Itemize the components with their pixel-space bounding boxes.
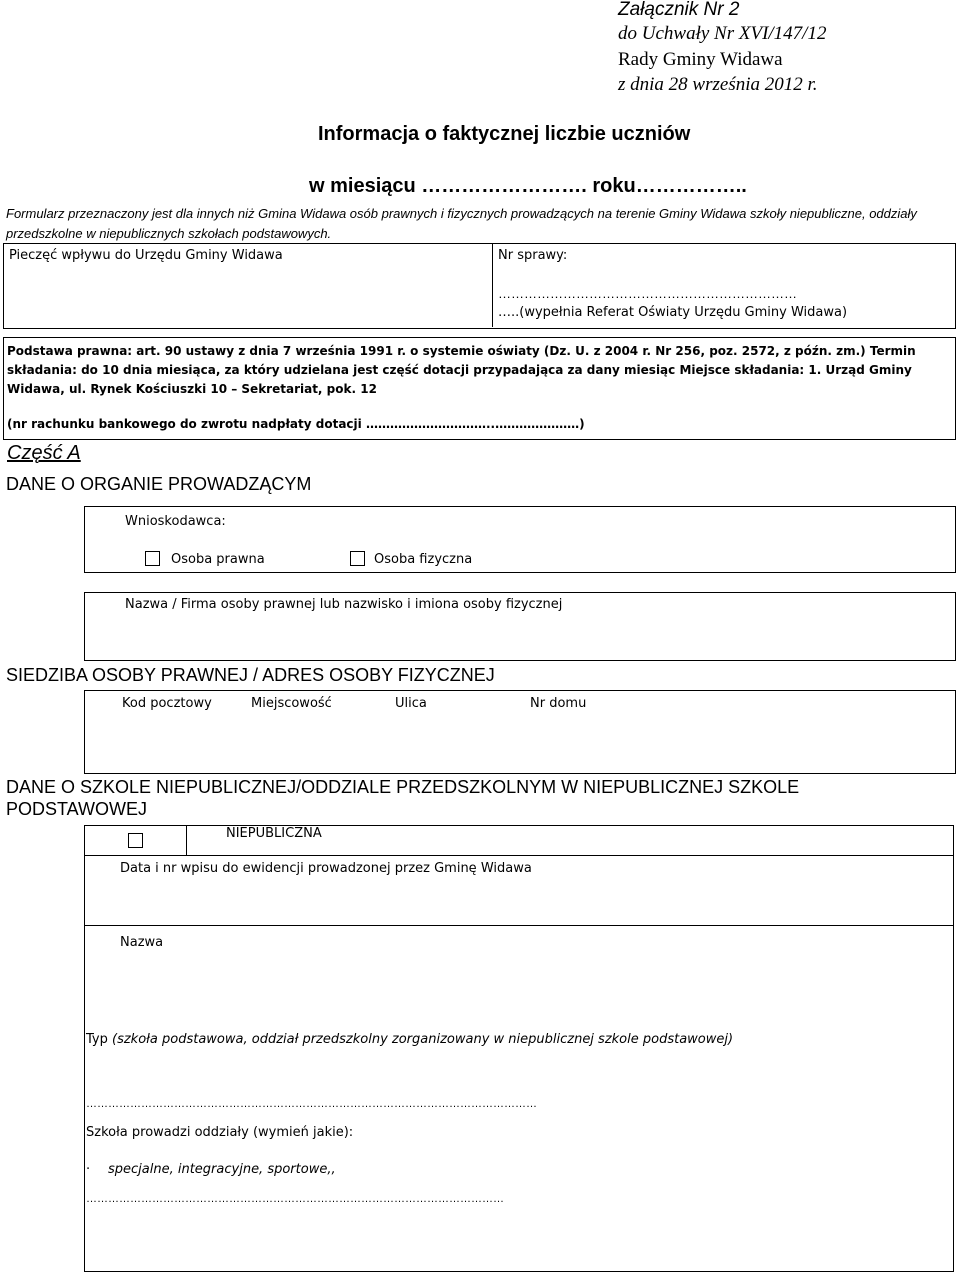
attachment-number: Załącznik Nr 2: [618, 0, 740, 20]
bullet-mark: ·: [86, 1162, 91, 1177]
name-label: Nazwa / Firma osoby prawnej lub nazwisko i imiona osoby fizycznej: [125, 597, 563, 612]
section-school-title-cont: PODSTAWOWEJ: [6, 799, 147, 819]
street-label: Ulica: [395, 696, 427, 711]
school-row-divider: [84, 855, 954, 856]
special-branches: specjalne, integracyjne, sportowe,,: [108, 1162, 336, 1177]
bank-account-line[interactable]: (nr rachunku bankowego do zwrotu nadpłaty dotacji …………………………..…………………): [7, 417, 585, 431]
school-name-label: Nazwa: [120, 935, 164, 950]
branches-label: Szkoła prowadzi oddziały (wymień jakie):: [86, 1125, 354, 1140]
school-type-hint: (szkoła podstawowa, oddział przedszkolny zorganizowany w niepublicznej szkole podstawowej): [112, 1032, 734, 1047]
stamp-divider: [492, 243, 493, 327]
registry-label: Data i nr wpisu do ewidencji prowadzonej przez Gminę Widawa: [120, 861, 532, 876]
intro-text: Formularz przeznaczony jest dla innych niż Gmina Widawa osób prawnych i fizycznych prowadzących na terenie Gminy Widawa szkoły niepubliczne, oddziały przedszkolne w niepublicznych szkołach podstawowych.: [6, 206, 917, 241]
legal-basis: Podstawa prawna: art. 90 ustawy z dnia 7 września 1991 r. o systemie oświaty (Dz. U. z 2004 r. Nr 256, poz. 2572, z późn. zm.) Termin składania: do 10 dnia miesiąca, za który udzielana jest część dotacji przypadająca za dany miesiąc Miejsce składania: 1. Urząd Gminy Widawa, ul. Rynek Kościuszki 10 – Sekretariat, pok. 12: [7, 344, 916, 396]
case-number-label[interactable]: Nr sprawy:: [498, 248, 568, 263]
nonpublic-label: NIEPUBLICZNA: [226, 826, 322, 841]
resolution-date: z dnia 28 września 2012 r.: [618, 74, 818, 95]
resolution-number: do Uchwały Nr XVI/147/12: [618, 23, 827, 44]
legal-person-label: Osoba prawna: [171, 552, 265, 567]
registry-divider: [84, 925, 954, 926]
natural-person-checkbox[interactable]: [350, 551, 365, 566]
school-type-prefix: Typ: [86, 1032, 108, 1047]
house-number-label: Nr domu: [530, 696, 587, 711]
school-col-divider: [186, 825, 187, 855]
branches-dots[interactable]: ……………………………………………………………………………………………………: [86, 1193, 504, 1205]
legal-person-checkbox[interactable]: [145, 551, 160, 566]
page-title: Informacja o faktycznej liczbie uczniów: [318, 123, 691, 145]
section-address-title: SIEDZIBA OSOBY PRAWNEJ / ADRES OSOBY FIZYCZNEJ: [6, 665, 495, 685]
council-name: Rady Gminy Widawa: [618, 49, 783, 70]
case-number-dots[interactable]: ……………………………………………………………: [498, 286, 797, 301]
section-school-title: DANE O SZKOLE NIEPUBLICZNEJ/ODDZIALE PRZEDSZKOLNYM W NIEPUBLICZNEJ SZKOLE: [6, 777, 800, 797]
school-type-label: [86, 1032, 733, 1047]
postcode-label: Kod pocztowy: [122, 696, 212, 711]
case-note: …..(wypełnia Referat Oświaty Urzędu Gminy Widawa): [498, 305, 848, 320]
natural-person-label: Osoba fizyczna: [374, 552, 473, 567]
section-organ-title: DANE O ORGANIE PROWADZĄCYM: [6, 474, 312, 494]
applicant-label: Wnioskodawca:: [125, 514, 226, 529]
address-box[interactable]: [84, 690, 956, 774]
page-subtitle: w miesiącu ……………………. roku……………..: [309, 175, 747, 197]
city-label: Miejscowość: [251, 696, 332, 711]
nonpublic-checkbox[interactable]: [128, 833, 143, 848]
stamp-label: Pieczęć wpływu do Urzędu Gminy Widawa: [9, 248, 283, 263]
part-a-heading: Część A: [7, 442, 81, 464]
type-dots[interactable]: ……………………………………………………………………………………………………………: [86, 1098, 537, 1110]
